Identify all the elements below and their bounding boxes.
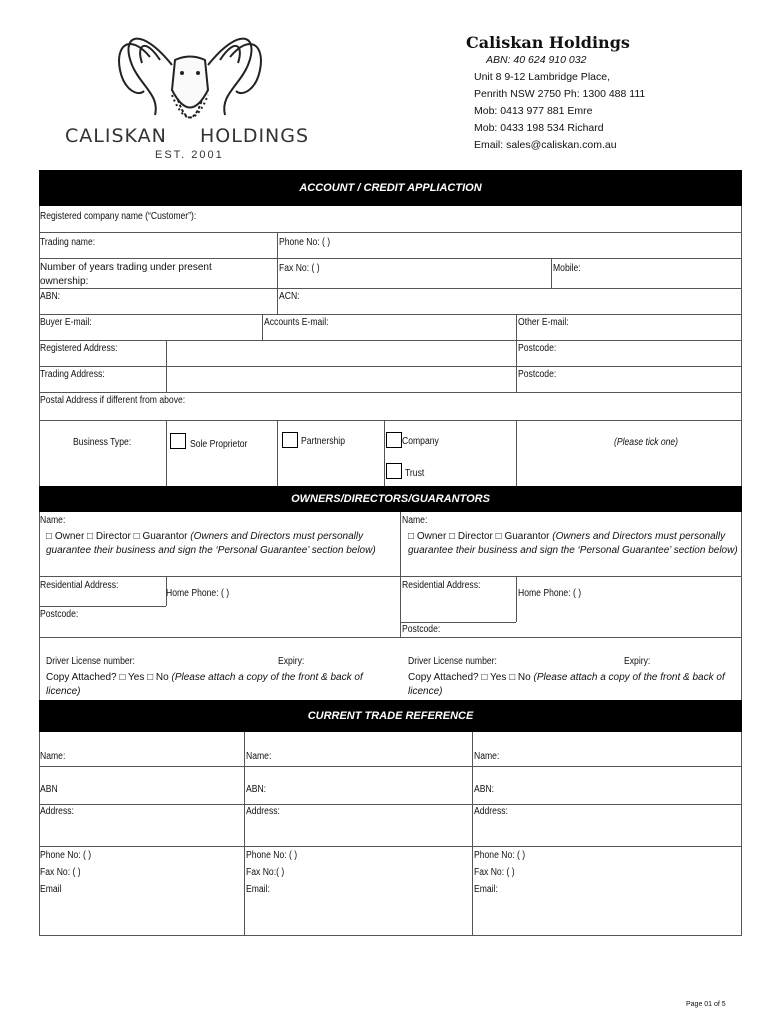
label-phone: Phone No: ( ): [279, 237, 331, 248]
owner2-copy-note: (Please attach a copy of the front & back of licence): [408, 672, 725, 697]
trade2-phone: Phone No: ( ): [246, 850, 298, 861]
company-name: Caliskan Holdings: [466, 33, 630, 52]
checkbox-trust[interactable]: [386, 463, 402, 479]
owner2-home-phone: Home Phone: ( ): [518, 588, 582, 599]
trade2-address: Address:: [246, 806, 280, 817]
owner1-roles: [46, 530, 396, 558]
owner1-copy-note: (Please attach a copy of the front & back of licence): [46, 672, 363, 697]
company-mob1: Mob: 0413 977 881 Emre: [474, 105, 593, 117]
owner1-copy-options[interactable]: Copy Attached? □ Yes □ No: [46, 672, 169, 683]
logo-left-word: CALISKAN: [65, 125, 167, 147]
trade1-fax: Fax No: ( ): [40, 867, 81, 878]
owner1-license: Driver License number:: [46, 656, 135, 667]
trade2-fax: Fax No:( ): [246, 867, 285, 878]
owner2-postcode: Postcode:: [402, 624, 441, 635]
label-registered-company: Registered company name (“Customer”):: [40, 211, 197, 222]
option-trust: Trust: [405, 468, 425, 479]
trade3-phone: Phone No: ( ): [474, 850, 526, 861]
trade1-name: Name:: [40, 751, 66, 762]
section-owners-heading: OWNERS/DIRECTORS/GUARANTORS: [39, 486, 742, 512]
ram-head-icon: [60, 15, 320, 135]
owner1-name: Name:: [40, 515, 66, 526]
trade2-email: Email:: [246, 884, 270, 895]
option-company: Company: [402, 436, 439, 447]
owner2-role-options[interactable]: □ Owner □ Director □ Guarantor: [408, 531, 550, 542]
owner2-name: Name:: [402, 515, 428, 526]
label-registered-address: Registered Address:: [40, 343, 118, 354]
label-fax: Fax No: ( ): [279, 263, 320, 274]
company-abn: ABN: 40 624 910 032: [486, 54, 587, 66]
page-number: Page 01 of 5: [686, 1001, 726, 1008]
label-other-email: Other E-mail:: [518, 317, 569, 328]
label-postal-address: Postal Address if different from above:: [40, 395, 186, 406]
label-abn: ABN:: [40, 291, 61, 302]
section-account-heading: ACCOUNT / CREDIT APPLIACTION: [39, 170, 742, 206]
owner1-postcode: Postcode:: [40, 609, 79, 620]
company-logo: [60, 15, 320, 165]
option-sole-proprietor: Sole Proprietor: [190, 439, 248, 450]
trade2-abn: ABN:: [246, 784, 267, 795]
label-trading-name: Trading name:: [40, 237, 96, 248]
owner2-copy-options[interactable]: Copy Attached? □ Yes □ No: [408, 672, 531, 683]
company-address2: Penrith NSW 2750 Ph: 1300 488 111: [474, 88, 646, 100]
owner1-home-phone: Home Phone: ( ): [166, 588, 230, 599]
owner2-roles: [408, 530, 738, 558]
label-years-trading: Number of years trading under present ownership:: [40, 262, 212, 287]
label-buyer-email: Buyer E-mail:: [40, 317, 92, 328]
trade1-phone: Phone No: ( ): [40, 850, 92, 861]
company-email: Email: sales@caliskan.com.au: [474, 139, 617, 151]
section-trade-heading: CURRENT TRADE REFERENCE: [39, 700, 742, 732]
owner1-copy: [46, 671, 386, 699]
checkbox-sole-proprietor[interactable]: [170, 433, 186, 449]
tick-note: (Please tick one): [614, 437, 679, 448]
owner1-expiry: Expiry:: [278, 656, 305, 667]
checkbox-partnership[interactable]: [282, 432, 298, 448]
company-address1: Unit 8 9-12 Lambridge Place,: [474, 71, 610, 83]
trade3-email: Email:: [474, 884, 498, 895]
label-postcode-registered: Postcode:: [518, 343, 557, 354]
owner1-residential: Residential Address:: [40, 580, 119, 591]
trade1-email: Email: [40, 884, 62, 895]
label-acn: ACN:: [279, 291, 300, 302]
trade1-abn: ABN: [40, 784, 58, 795]
trade1-address: Address:: [40, 806, 74, 817]
trade3-abn: ABN:: [474, 784, 495, 795]
owner1-role-note: (Owners and Directors must personally guarantee their business and sign the ‘Personal Guarantee’ section below): [46, 531, 376, 556]
owner2-residential: Residential Address:: [402, 580, 481, 591]
label-mobile: Mobile:: [553, 263, 581, 274]
label-accounts-email: Accounts E-mail:: [264, 317, 329, 328]
owner2-copy: [408, 671, 734, 699]
owner2-license: Driver License number:: [408, 656, 497, 667]
label-business-type: Business Type:: [73, 437, 132, 448]
trade3-address: Address:: [474, 806, 508, 817]
option-partnership: Partnership: [301, 436, 345, 447]
company-mob2: Mob: 0433 198 534 Richard: [474, 122, 604, 134]
label-postcode-trading: Postcode:: [518, 369, 557, 380]
label-trading-address: Trading Address:: [40, 369, 105, 380]
trade3-name: Name:: [474, 751, 500, 762]
logo-est: EST. 2001: [155, 149, 224, 161]
owner2-expiry: Expiry:: [624, 656, 651, 667]
checkbox-company[interactable]: [386, 432, 402, 448]
owner2-role-note: (Owners and Directors must personally guarantee their business and sign the ‘Personal Guarantee’ section below): [408, 531, 738, 556]
owner1-role-options[interactable]: □ Owner □ Director □ Guarantor: [46, 531, 188, 542]
company-details: [474, 52, 645, 154]
trade3-fax: Fax No: ( ): [474, 867, 515, 878]
trade2-name: Name:: [246, 751, 272, 762]
logo-right-word: HOLDINGS: [200, 125, 310, 147]
